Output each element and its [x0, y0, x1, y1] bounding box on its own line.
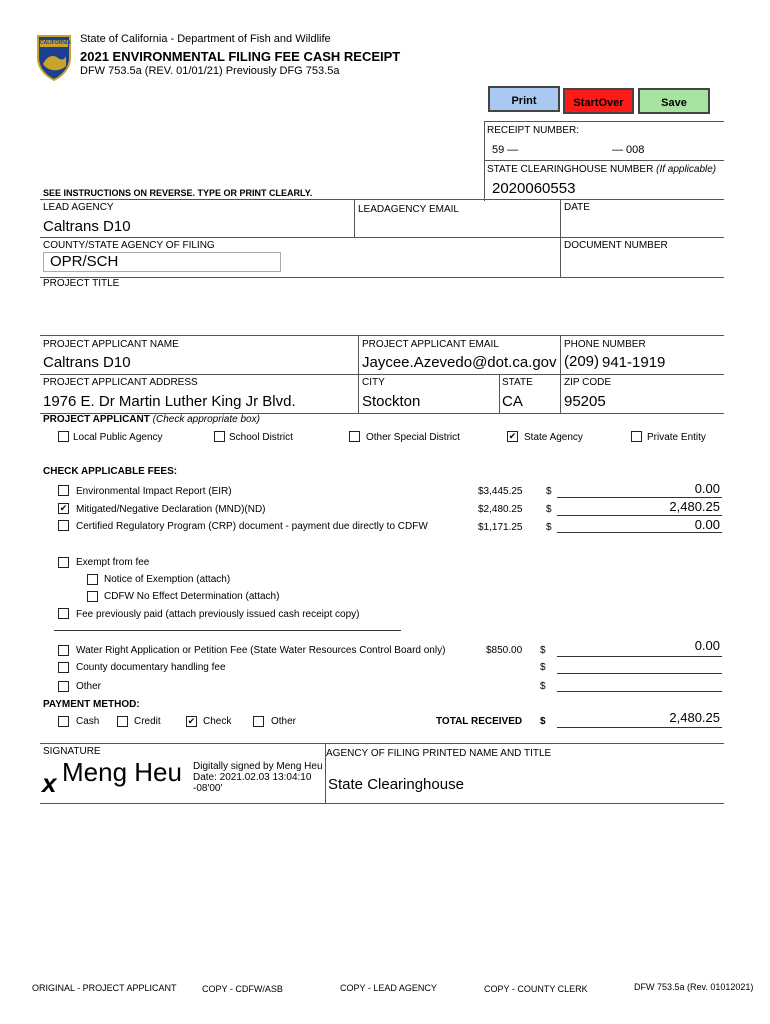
school-district-label: School District: [229, 432, 293, 443]
notice-exemption-checkbox[interactable]: [87, 574, 98, 585]
clearinghouse-number: 2020060553: [492, 180, 576, 197]
total-label: TOTAL RECEIVED: [436, 716, 523, 727]
lead-agency-email-label: LEADAGENCY EMAIL: [358, 204, 459, 215]
lead-agency-label: LEAD AGENCY: [43, 202, 114, 213]
water-right-label: Water Right Application or Petition Fee (State Water Resources Control Board only): [76, 645, 446, 656]
private-entity-label: Private Entity: [647, 432, 706, 443]
eir-checkbox[interactable]: [58, 485, 69, 496]
instructions: SEE INSTRUCTIONS ON REVERSE. TYPE OR PRINT CLEARLY.: [43, 188, 313, 198]
check-label: Check: [203, 716, 232, 727]
signature-name[interactable]: Meng Heu: [62, 757, 182, 787]
applicant-type-note: (Check appropriate box): [152, 414, 260, 425]
cash-checkbox[interactable]: [58, 716, 69, 727]
other-special-district-label: Other Special District: [366, 432, 460, 443]
local-public-agency-label: Local Public Agency: [73, 432, 163, 443]
phone-number-value[interactable]: 941-1919: [602, 354, 666, 371]
signature-x-mark: x: [42, 768, 57, 798]
digital-signature-line1: Digitally signed by Meng Heu: [193, 761, 323, 772]
total-amount[interactable]: 2,480.25: [669, 710, 720, 725]
credit-checkbox[interactable]: [117, 716, 128, 727]
digital-signature-line2: Date: 2021.02.03 13:04:10: [193, 772, 312, 783]
project-title-label: PROJECT TITLE: [43, 278, 120, 289]
zip-label: ZIP CODE: [564, 377, 612, 388]
city-label: CITY: [362, 377, 385, 388]
crp-rate: $1,171.25: [478, 522, 523, 533]
applicant-type-title: PROJECT APPLICANT: [43, 414, 150, 425]
state-agency-checkbox[interactable]: [507, 431, 518, 442]
mnd-amount[interactable]: 2,480.25: [669, 499, 720, 514]
agency-title-value[interactable]: State Clearinghouse: [328, 776, 464, 793]
other-payment-checkbox[interactable]: [253, 716, 264, 727]
fees-label: CHECK APPLICABLE FEES:: [43, 466, 178, 477]
eir-dollar: $: [546, 486, 552, 497]
start-over-button[interactable]: StartOver: [563, 88, 634, 114]
state-label: STATE: [502, 377, 533, 388]
mnd-dollar: $: [546, 504, 552, 515]
cash-label: Cash: [76, 716, 100, 727]
applicant-type-label: [43, 414, 260, 425]
eir-label: Environmental Impact Report (EIR): [76, 486, 232, 497]
footer-copy-lead-agency: COPY - LEAD AGENCY: [340, 983, 437, 993]
school-district-checkbox[interactable]: [214, 431, 225, 442]
water-right-rate: $850.00: [486, 645, 523, 656]
check-checkbox[interactable]: [186, 716, 197, 727]
county-field[interactable]: OPR/SCH: [43, 252, 281, 272]
county-handling-dollar: $: [540, 662, 546, 673]
crp-label: Certified Regulatory Program (CRP) document - payment due directly to CDFW: [76, 521, 428, 532]
crp-dollar: $: [546, 522, 552, 533]
mnd-label: Mitigated/Negative Declaration (MND)(ND): [76, 504, 266, 515]
water-right-amount[interactable]: 0.00: [694, 638, 720, 653]
local-public-agency-checkbox[interactable]: [58, 431, 69, 442]
other-special-district-checkbox[interactable]: [349, 431, 360, 442]
receipt-number-prefix: 59 —: [492, 144, 519, 156]
other-fee-dollar: $: [540, 681, 546, 692]
private-entity-checkbox[interactable]: [631, 431, 642, 442]
water-right-dollar: $: [540, 645, 546, 656]
receipt-number-label: RECEIPT NUMBER:: [487, 125, 580, 136]
mnd-checkbox[interactable]: [58, 503, 69, 514]
zip-value[interactable]: 95205: [564, 393, 606, 410]
agency-name: State of California - Department of Fish and Wildlife: [80, 33, 331, 45]
section-divider: [54, 630, 401, 631]
print-button[interactable]: Print: [488, 86, 560, 112]
applicant-name-value[interactable]: Caltrans D10: [43, 354, 131, 371]
applicant-name-label: PROJECT APPLICANT NAME: [43, 339, 179, 350]
exempt-checkbox[interactable]: [58, 557, 69, 568]
crp-checkbox[interactable]: [58, 520, 69, 531]
total-dollar: $: [540, 716, 546, 727]
fee-prev-paid-label: Fee previously paid (attach previously issued cash receipt copy): [76, 609, 360, 620]
exempt-label: Exempt from fee: [76, 557, 150, 568]
clearinghouse-label-text: STATE CLEARINGHOUSE NUMBER: [487, 164, 654, 175]
receipt-number-suffix: — 008: [612, 144, 645, 156]
other-fee-label: Other: [76, 681, 102, 692]
footer-form-id: DFW 753.5a (Rev. 01012021): [634, 982, 754, 992]
county-label: COUNTY/STATE AGENCY OF FILING: [43, 240, 215, 251]
check-check: ✔: [187, 716, 196, 726]
fee-prev-paid-checkbox[interactable]: [58, 608, 69, 619]
footer-original: ORIGINAL - PROJECT APPLICANT: [32, 983, 177, 993]
date-label: DATE: [564, 202, 590, 213]
crp-amount[interactable]: 0.00: [694, 517, 720, 532]
other-payment-label: Other: [271, 716, 297, 727]
applicant-email-value[interactable]: Jaycee.Azevedo@dot.ca.gov: [362, 354, 557, 371]
clearinghouse-note: (If applicable): [656, 164, 717, 175]
eir-rate: $3,445.25: [478, 486, 523, 497]
address-label: PROJECT APPLICANT ADDRESS: [43, 377, 198, 388]
no-effect-checkbox[interactable]: [87, 591, 98, 602]
state-value[interactable]: CA: [502, 393, 523, 410]
seal-text: CALIFORNIA: [40, 40, 71, 46]
other-fee-checkbox[interactable]: [58, 681, 69, 692]
mnd-rate: $2,480.25: [478, 504, 523, 515]
county-handling-checkbox[interactable]: [58, 662, 69, 673]
clearinghouse-label: [487, 164, 716, 175]
phone-area-code[interactable]: (209): [564, 353, 600, 370]
applicant-email-label: PROJECT APPLICANT EMAIL: [362, 339, 499, 350]
form-id: DFW 753.5a (REV. 01/01/21) Previously DFG 753.5a: [80, 65, 340, 77]
signature-label: SIGNATURE: [43, 746, 101, 757]
state-agency-label: State Agency: [524, 432, 583, 443]
payment-label: PAYMENT METHOD:: [43, 699, 140, 710]
footer-copy-cdfw: COPY - CDFW/ASB: [202, 984, 283, 994]
agency-title-label: AGENCY OF FILING PRINTED NAME AND TITLE: [326, 748, 552, 759]
lead-agency-value[interactable]: Caltrans D10: [43, 218, 131, 235]
phone-label: PHONE NUMBER: [564, 339, 646, 350]
state-agency-check: ✔: [508, 431, 517, 441]
water-right-checkbox[interactable]: [58, 645, 69, 656]
address-value[interactable]: 1976 E. Dr Martin Luther King Jr Blvd.: [43, 393, 296, 410]
mnd-check: ✔: [59, 503, 68, 513]
credit-label: Credit: [134, 716, 161, 727]
document-number-label: DOCUMENT NUMBER: [564, 240, 668, 251]
county-handling-label: County documentary handling fee: [76, 662, 226, 673]
digital-signature-line3: -08'00': [193, 783, 223, 794]
city-value[interactable]: Stockton: [362, 393, 421, 410]
cdfw-seal-icon: [36, 34, 72, 82]
eir-amount[interactable]: 0.00: [694, 481, 720, 496]
notice-exemption-label: Notice of Exemption (attach): [104, 574, 231, 585]
form-title: 2021 ENVIRONMENTAL FILING FEE CASH RECEIPT: [80, 49, 401, 64]
no-effect-label: CDFW No Effect Determination (attach): [104, 591, 280, 602]
save-button[interactable]: Save: [638, 88, 710, 114]
footer-copy-county-clerk: COPY - COUNTY CLERK: [484, 984, 588, 994]
